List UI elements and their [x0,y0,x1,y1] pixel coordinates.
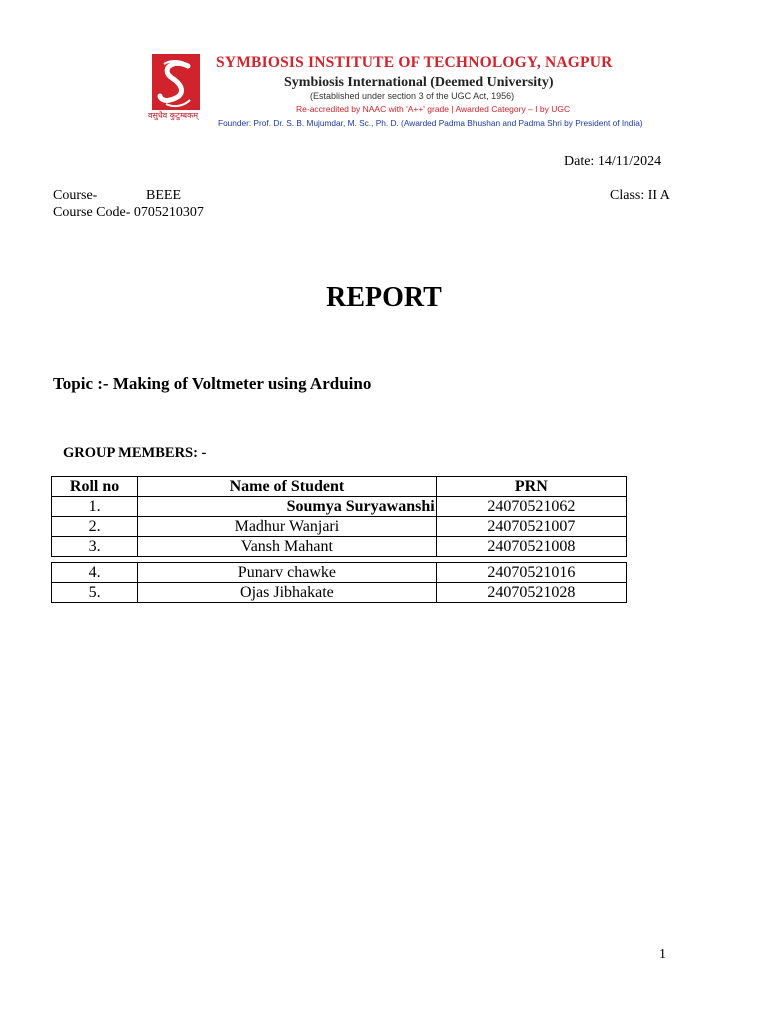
header-prn: PRN [436,477,626,497]
established-note: (Established under section 3 of the UGC Act, 1956) [310,91,515,101]
report-topic: Topic :- Making of Voltmeter using Arduino [53,374,372,393]
prn-cell: 24070521016 [436,563,626,583]
name-cell: Madhur Wanjari [138,517,437,537]
roll-cell: 3. [52,537,138,557]
prn-cell: 24070521007 [436,517,626,537]
table-row [52,563,627,583]
roll-cell: 4. [52,563,138,583]
name-cell: Ojas Jibhakate [138,583,437,603]
prn-cell: 24070521062 [436,497,626,517]
group-members-label: GROUP MEMBERS: - [63,445,207,461]
roll-cell: 5. [52,583,138,603]
name-cell: Vansh Mahant [138,537,437,557]
prn-cell: 24070521028 [436,583,626,603]
name-cell: Punarv chawke [138,563,437,583]
table-row [52,517,627,537]
table-row [52,583,627,603]
table-row [52,537,627,557]
table-header-row [52,477,627,497]
members-table-continued [51,562,627,603]
roll-cell: 1. [52,497,138,517]
institute-motto: वसुधैव कुटुम्बकम् [148,111,199,120]
institute-name: SYMBIOSIS INSTITUTE OF TECHNOLOGY, NAGPUR [216,54,613,71]
name-cell: Soumya Suryawanshi [138,497,437,517]
members-table [51,476,627,557]
page-number: 1 [659,947,666,962]
prn-cell: 24070521008 [436,537,626,557]
course-code: Course Code- 0705210307 [53,205,204,220]
course-label: Course- [53,188,98,203]
founder-note: Founder: Prof. Dr. S. B. Mujumdar, M. Sc., Ph. D. (Awarded Padma Bhushan and Padma Shri by President of India) [218,118,643,128]
header-name: Name of Student [138,477,437,497]
accreditation-note: Re-accredited by NAAC with 'A++' grade | Awarded Category – I by UGC [296,104,571,114]
university-name: Symbiosis International (Deemed University) [284,75,554,90]
report-title: REPORT [326,282,442,313]
roll-cell: 2. [52,517,138,537]
header-roll-no: Roll no [52,477,138,497]
class-label: Class: II A [610,188,670,203]
course-value: BEEE [146,188,181,203]
report-date: Date: 14/11/2024 [564,154,662,169]
table-row [52,497,627,517]
